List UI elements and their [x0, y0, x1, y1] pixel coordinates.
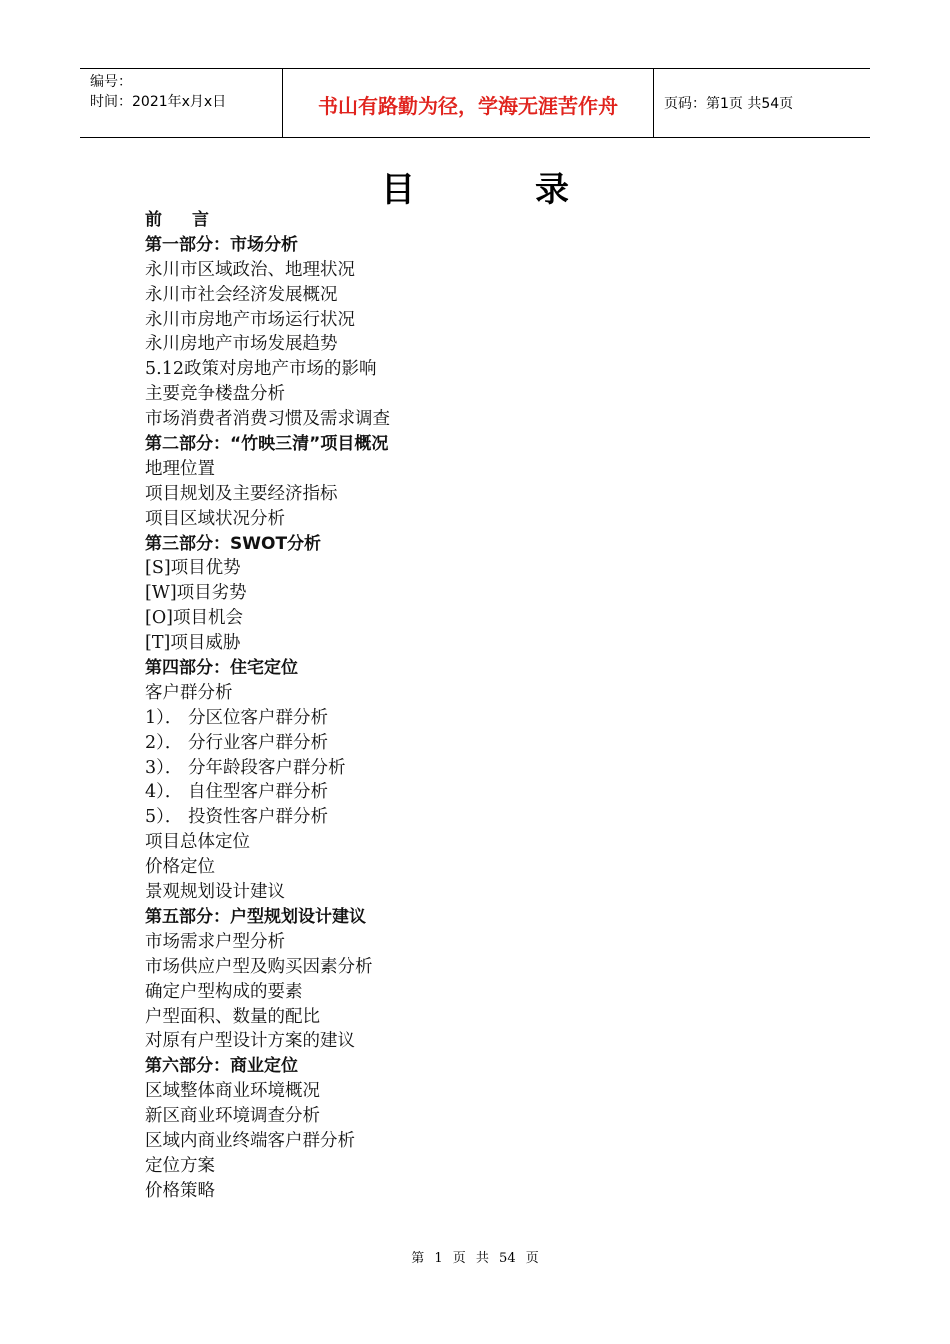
toc-entry: 永川市房地产市场运行状况 — [145, 309, 355, 330]
page-info: 页码：第1页 共54页 — [664, 96, 794, 112]
toc-entry: 确定户型构成的要素 — [145, 981, 303, 1002]
toc-section-heading: 第四部分：住宅定位 — [145, 658, 298, 679]
toc-entry: 1）． 分区位客户群分析 — [145, 707, 328, 728]
toc-entry: 2）． 分行业客户群分析 — [145, 732, 328, 753]
toc-entry: 项目总体定位 — [145, 832, 250, 853]
toc-section-heading: 前言 — [145, 210, 239, 230]
toc-entry: [O]项目机会 — [145, 608, 244, 629]
toc-entry: 永川房地产市场发展趋势 — [145, 334, 338, 355]
toc-entry: 永川市社会经济发展概况 — [145, 284, 338, 305]
toc-entry: 3）． 分年龄段客户群分析 — [145, 757, 346, 778]
toc-entry: [S]项目优势 — [145, 558, 241, 579]
toc-entry: 5）． 投资性客户群分析 — [145, 807, 328, 828]
time-label: 时间：2021年x月x日 — [90, 94, 227, 110]
toc-section-heading: 第二部分：“竹映三清”项目概况 — [145, 434, 389, 455]
page-title: 目录 — [381, 170, 689, 210]
toc-entry: 价格定位 — [145, 857, 215, 878]
toc-entry: 4）． 自住型客户群分析 — [145, 782, 328, 803]
toc-entry: 地理位置 — [145, 458, 215, 479]
toc-entry: 市场需求户型分析 — [145, 931, 285, 952]
toc-section-heading: 第一部分：市场分析 — [145, 234, 298, 255]
toc-entry: 定位方案 — [145, 1155, 215, 1176]
toc-entry: 主要竞争楼盘分析 — [145, 384, 285, 405]
header-meta-cell — [80, 69, 282, 137]
page-header — [80, 68, 870, 138]
toc-section-heading: 第六部分：商业定位 — [145, 1056, 298, 1077]
motto-text: 书山有路勤为径，学海无涯苦作舟 — [318, 94, 618, 118]
toc-entry: 5.12政策对房地产市场的影响 — [145, 359, 377, 380]
toc-entry: 对原有户型设计方案的建议 — [145, 1031, 355, 1052]
toc-entry: 项目规划及主要经济指标 — [145, 483, 338, 504]
number-label: 编号： — [90, 74, 132, 90]
toc-entry: 客户群分析 — [145, 682, 233, 703]
toc-entry: 景观规划设计建议 — [145, 882, 285, 903]
toc-entry: 市场消费者消费习惯及需求调查 — [145, 409, 390, 430]
toc-section-heading: 第三部分：SWOT分析 — [145, 533, 322, 554]
page-footer: 第 1 页 共 54 页 — [411, 1251, 539, 1266]
toc-entry: 户型面积、数量的配比 — [145, 1006, 320, 1027]
toc-entry: 价格策略 — [145, 1180, 215, 1201]
toc-entry: 区域内商业终端客户群分析 — [145, 1130, 355, 1151]
toc-entry: 永川市区域政治、地理状况 — [145, 259, 355, 280]
table-of-contents — [145, 208, 390, 1204]
toc-entry: [W]项目劣势 — [145, 583, 247, 604]
toc-entry: 新区商业环境调查分析 — [145, 1106, 320, 1127]
toc-entry: 区域整体商业环境概况 — [145, 1081, 320, 1102]
toc-section-heading: 第五部分：户型规划设计建议 — [145, 906, 366, 927]
toc-entry: 项目区域状况分析 — [145, 508, 285, 529]
header-motto-cell — [282, 69, 654, 137]
toc-entry: 市场供应户型及购买因素分析 — [145, 956, 373, 977]
toc-entry: [T]项目威胁 — [145, 633, 241, 654]
header-page-cell — [654, 69, 870, 137]
